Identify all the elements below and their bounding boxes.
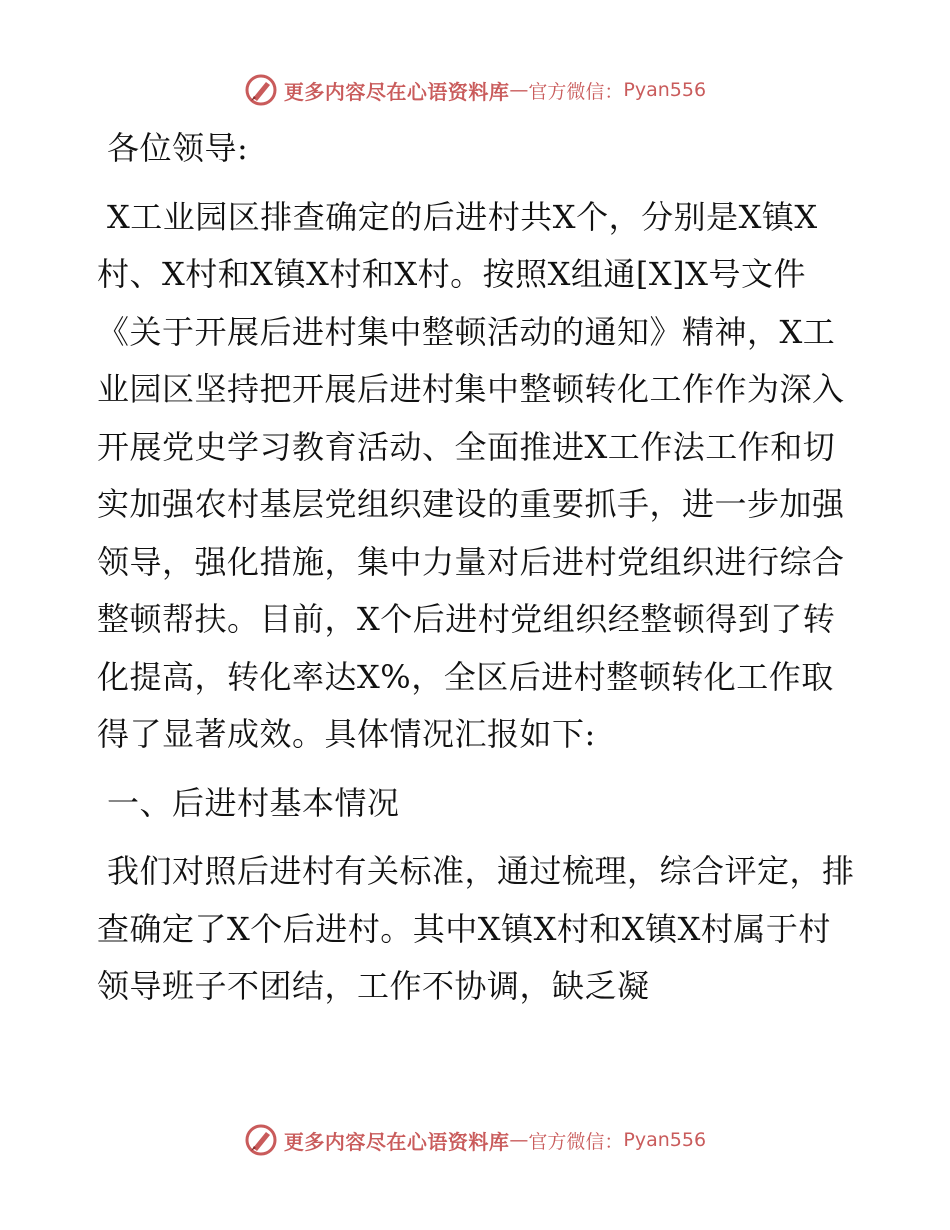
banner-site-text: 更多内容尽在心语资料库 <box>283 1129 510 1154</box>
banner-wechat-id: Pyan556 <box>623 79 707 101</box>
banner-wechat-id: Pyan556 <box>623 1129 707 1151</box>
pen-logo-icon <box>244 1123 278 1157</box>
section-heading-1: 一、后进村基本情况 <box>107 783 400 822</box>
banner-dash: — <box>509 1129 529 1151</box>
banner-official-label: 官方微信： <box>528 80 624 103</box>
banner-official-label: 官方微信： <box>528 1130 624 1153</box>
banner-site-text: 更多内容尽在心语资料库 <box>283 79 510 104</box>
paragraph-basic-situation: 我们对照后进村有关标准，通过梳理，综合评定，排查确定了X个后进村。其中X镇X村和X镇X村属于村领导班子不团结，工作不协调，缺乏凝 <box>97 852 855 1005</box>
salutation: 各位领导: <box>107 129 249 167</box>
banner-dash: — <box>509 79 529 101</box>
header-watermark-banner <box>0 68 950 112</box>
pen-logo-icon <box>244 73 278 107</box>
footer-watermark-banner <box>0 1118 950 1162</box>
paragraph-intro: X工业园区排查确定的后进村共X个，分别是X镇X村、X村和X镇X村和X村。按照X组通[X]X号文件《关于开展后进村集中整顿活动的通知》精神，X工业园区坚持把开展后进村集中整顿转化工作作为深入开展党史学习教育活动、全面推进X工作法工作和切实加强农村基层党组织建设的重要抓手，进一步加强领导，强化措施，集中力量对后进村党组织进行综合整顿帮扶。目前，X个后进村党组织经整顿得到了转化提高，转化率达X%，全区后进村整顿转化工作取得了显著成效。具体情况汇报如下: <box>97 197 845 753</box>
document-body <box>97 120 857 1027</box>
